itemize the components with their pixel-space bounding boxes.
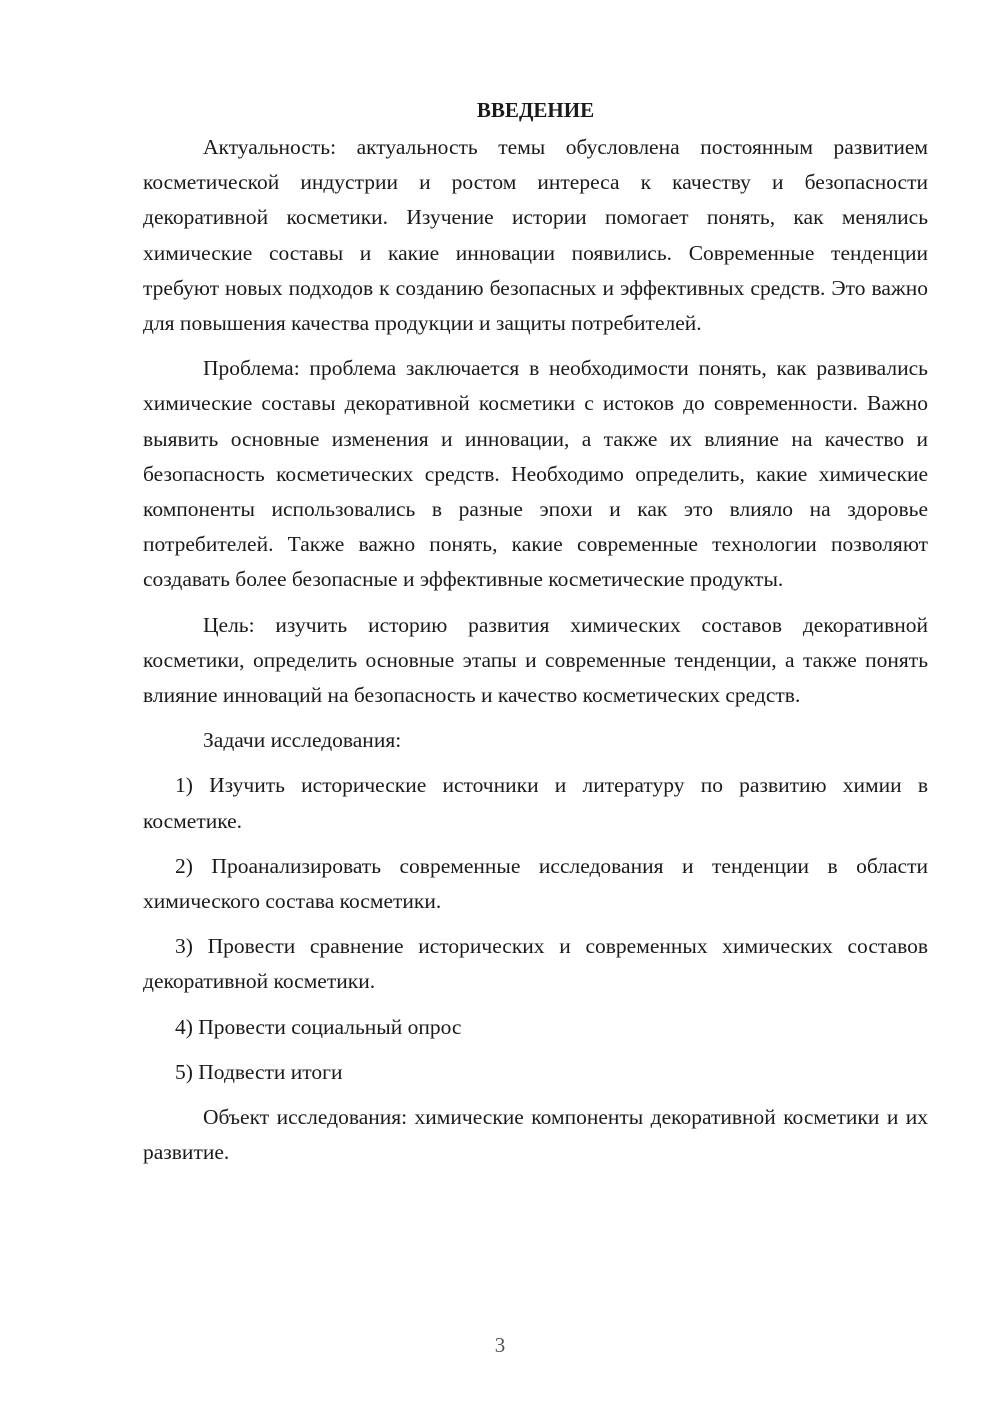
section-heading: ВВЕДЕНИЕ — [476, 98, 595, 122]
tasks-heading: Задачи исследования: — [203, 728, 402, 753]
problem-paragraph: Проблема: проблема заключается в необходимости понять, как развивались химические составы декоративной косметики с истоков до современности. Важно выявить основные изменения и инновации, а также их влияние на качество и безопасность косметических средств. Необходимо определить, какие химические компоненты использовались в разные эпохи и как это влияло на здоровье потребителей. Также важно понять, какие современные технологии позволяют создавать более безопасные и эффективные косметические продукты. — [143, 356, 928, 592]
task-item-4: 4) Провести социальный опрос — [175, 1014, 462, 1039]
page-number: 3 — [494, 1333, 506, 1357]
task-item-1: 1) Изучить исторические источники и литературу по развитию химии в косметике. — [143, 773, 928, 833]
relevance-paragraph: Актуальность: актуальность темы обусловлена постоянным развитием косметической индустрии и ростом интереса к качеству и безопасности декоративной косметики. Изучение истории помогает понять, как менялись химические составы и какие инновации появились. Современные тенденции требуют новых подходов к созданию безопасных и эффективных средств. Это важно для повышения качества продукции и защиты потребителей. — [143, 135, 928, 336]
object-paragraph: Объект исследования: химические компоненты декоративной косметики и их развитие. — [143, 1105, 928, 1165]
task-item-2: 2) Проанализировать современные исследования и тенденции в области химического состава косметики. — [143, 853, 928, 914]
goal-paragraph: Цель: изучить историю развития химических составов декоративной косметики, определить основные этапы и современные тенденции, а также понять влияние инноваций на безопасность и качество косметических средств. — [143, 612, 928, 708]
document-page — [143, 94, 928, 1180]
task-item-5: 5) Подвести итоги — [175, 1059, 343, 1084]
task-item-3: 3) Провести сравнение исторических и современных химических составов декоративной косметики. — [143, 934, 928, 994]
